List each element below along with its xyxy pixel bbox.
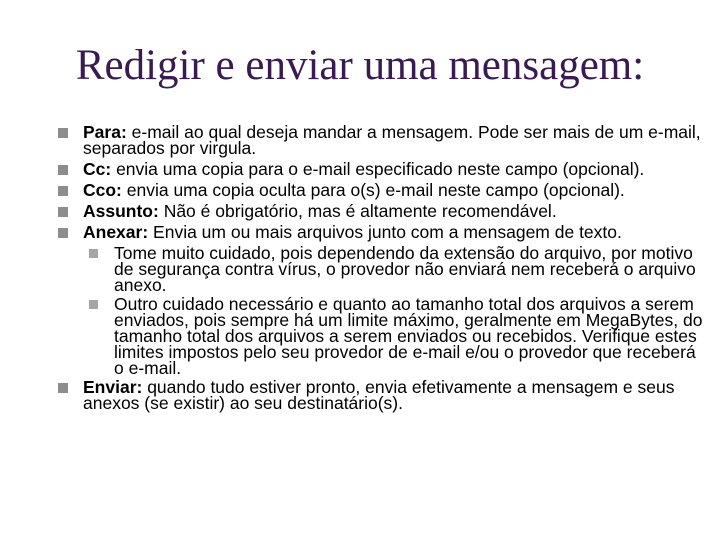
bullet-label: Cc:	[83, 159, 112, 179]
bullet-label: Enviar:	[83, 377, 143, 397]
sub-bullet-cuidado-tamanho	[89, 296, 708, 376]
bullet-text: Envia um ou mais arquivos junto com a mensagem de texto.	[148, 222, 622, 242]
bullet-anexar	[58, 224, 708, 240]
bullet-label: Assunto:	[83, 201, 159, 221]
square-bullet-icon	[58, 383, 68, 393]
square-bullet-icon	[58, 207, 68, 217]
sub-bullet-text: Tome muito cuidado, pois dependendo da extensão do arquivo, por motivo de segurança contra vírus, o provedor não enviará nem receberá o arquivo anexo.	[114, 243, 696, 295]
sub-bullet-cuidado-extensao	[89, 245, 708, 293]
sub-bullet-text: Outro cuidado necessário e quanto ao tamanho total dos arquivos a serem enviados, pois sempre há um limite máximo, geralmente em MegaBytes, do tamanho total dos arquivos a serem enviados ou recebidos. Verifique estes limites impostos pelo seu provedor de e-mail e/ou o provedor que receberá o e-mail.	[114, 294, 703, 378]
square-bullet-icon	[58, 165, 68, 175]
bullet-cc	[58, 161, 708, 177]
bullet-label: Cco:	[83, 180, 122, 200]
square-bullet-icon	[58, 228, 68, 238]
bullet-text: e-mail ao qual deseja mandar a mensagem. Pode ser mais de um e-mail, separados por virgula.	[83, 122, 701, 158]
square-bullet-icon	[89, 300, 98, 309]
square-bullet-icon	[89, 249, 98, 258]
bullet-text: envia uma copia para o e-mail especificado neste campo (opcional).	[111, 159, 645, 179]
bullet-text: Não é obrigatório, mas é altamente recomendável.	[158, 201, 557, 221]
bullet-text: quando tudo estiver pronto, envia efetivamente a mensagem e seus anexos (se existir) ao seu destinatário(s).	[83, 377, 675, 413]
square-bullet-icon	[58, 186, 68, 196]
bullet-list	[58, 124, 708, 416]
bullet-cco	[58, 182, 708, 198]
bullet-label: Para:	[83, 122, 127, 142]
bullet-enviar	[58, 379, 708, 411]
bullet-label: Anexar:	[83, 222, 149, 242]
square-bullet-icon	[58, 128, 68, 138]
slide-title: Redigir e enviar uma mensagem:	[75, 42, 645, 89]
bullet-para	[58, 124, 708, 156]
bullet-text: envia uma copia oculta para o(s) e-mail neste campo (opcional).	[121, 180, 625, 200]
bullet-assunto	[58, 203, 708, 219]
